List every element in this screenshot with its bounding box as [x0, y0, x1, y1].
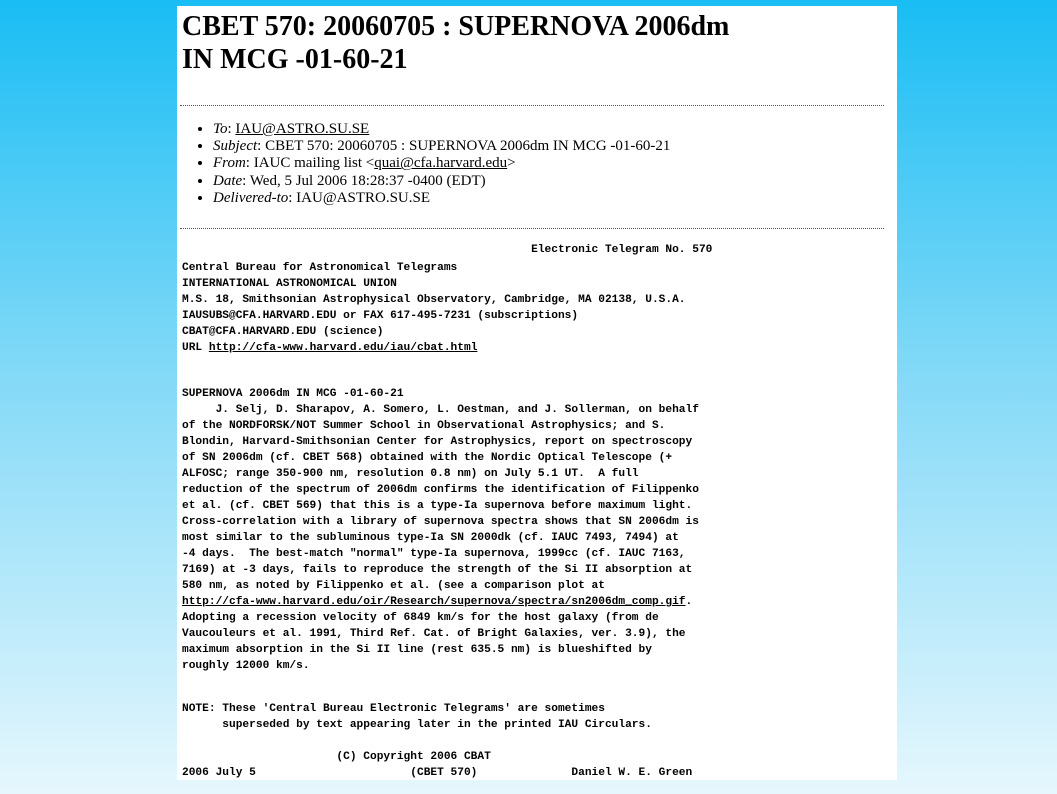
header-to: • To: IAU@ASTRO.SU.SE	[213, 121, 670, 138]
note-line: NOTE: These 'Central Bureau Electronic Telegrams' are sometimes	[182, 703, 605, 715]
document-page	[177, 6, 897, 780]
body-line: -4 days. The best-match "normal" type-Ia supernova, 1999cc (cf. IAUC 7163,	[182, 548, 686, 560]
to-label: To	[213, 121, 228, 137]
from-name: IAUC mailing list <	[253, 155, 375, 172]
bureau-line: Central Bureau for Astronomical Telegrams	[182, 262, 458, 274]
bureau-line: IAUSUBS@CFA.HARVARD.EDU or FAX 617-495-7231 (subscriptions)	[182, 310, 579, 322]
body-line: et al. (cf. CBET 569) that this is a type-Ia supernova before maximum light.	[182, 500, 693, 512]
title-line-2: IN MCG -01-60-21	[182, 44, 408, 75]
page-title	[182, 10, 892, 76]
body-line: SUPERNOVA 2006dm IN MCG -01-60-21	[182, 388, 404, 400]
top-divider	[180, 105, 884, 106]
body-line: maximum absorption in the Si II line (rest 635.5 nm) is blueshifted by	[182, 644, 652, 656]
plot-link-end: .	[685, 596, 693, 608]
subject-value: CBET 570: 20060705 : SUPERNOVA 2006dm IN MCG -01-60-21	[265, 138, 671, 155]
bureau-line: CBAT@CFA.HARVARD.EDU (science)	[182, 326, 384, 338]
from-end: >	[507, 155, 516, 172]
date-label: Date	[213, 172, 243, 189]
to-link[interactable]: IAU@ASTRO.SU.SE	[235, 121, 370, 137]
cbat-url-link[interactable]: http://cfa-www.harvard.edu/iau/cbat.html	[208, 342, 478, 354]
note-line: superseded by text appearing later in the printed IAU Circulars.	[182, 719, 652, 731]
comparison-plot-link[interactable]: http://cfa-www.harvard.edu/oir/Research/supernova/spectra/sn2006dm_comp.gif	[182, 596, 686, 608]
from-email-link[interactable]: quai@cfa.harvard.edu	[374, 155, 508, 172]
body-line: Adopting a recession velocity of 6849 km/s for the host galaxy (from de	[182, 612, 659, 624]
body-line: Cross-correlation with a library of supernova spectra shows that SN 2006dm is	[182, 516, 699, 528]
telegram-body	[182, 386, 699, 674]
telegram-note	[182, 701, 652, 733]
signature-line: 2006 July 5 (CBET 570) Daniel W. E. Green	[182, 767, 693, 779]
date-value: Wed, 5 Jul 2006 18:28:37 -0400 (EDT)	[249, 172, 486, 189]
body-line: ALFOSC; range 350-900 nm, resolution 0.8 nm) on July 5.1 UT. A full	[182, 468, 639, 480]
header-delivered-to: • Delivered-to: IAU@ASTRO.SU.SE	[213, 190, 670, 207]
body-line: Blondin, Harvard-Smithsonian Center for Astrophysics, report on spectroscopy	[182, 436, 693, 448]
delivered-label: Delivered-to	[213, 189, 289, 206]
body-line: 7169) at -3 days, fails to reproduce the strength of the Si II absorption at	[182, 564, 693, 576]
telegram-number: Electronic Telegram No. 570	[182, 244, 713, 256]
header-date: • Date: Wed, 5 Jul 2006 18:28:37 -0400 (EDT)	[213, 173, 670, 190]
body-line: roughly 12000 km/s.	[182, 660, 310, 672]
telegram-footer	[182, 749, 692, 780]
body-line: J. Selj, D. Sharapov, A. Somero, L. Oestman, and J. Sollerman, on behalf	[182, 404, 699, 416]
body-line: Vaucouleurs et al. 1991, Third Ref. Cat. of Bright Galaxies, ver. 3.9), the	[182, 628, 686, 640]
bottom-divider	[180, 228, 884, 229]
body-line: of the NORDFORSK/NOT Summer School in Observational Astrophysics; and S.	[182, 420, 666, 432]
body-line: reduction of the spectrum of 2006dm confirms the identification of Filippenko	[182, 484, 699, 496]
body-line: most similar to the subluminous type-Ia SN 2000dk (cf. IAUC 7493, 7494) at	[182, 532, 679, 544]
header-subject: • Subject: CBET 570: 20060705 : SUPERNOVA 2006dm IN MCG -01-60-21	[213, 138, 670, 155]
header-from: • From: IAUC mailing list <quai@cfa.harvard.edu>	[213, 155, 670, 172]
title-line-1: CBET 570: 20060705 : SUPERNOVA 2006dm	[182, 11, 730, 42]
telegram-bureau	[182, 260, 686, 356]
email-headers	[195, 121, 670, 207]
delivered-value: IAU@ASTRO.SU.SE	[296, 189, 430, 206]
body-line: of SN 2006dm (cf. CBET 568) obtained with the Nordic Optical Telescope (+	[182, 452, 673, 464]
body-line: 580 nm, as noted by Filippenko et al. (see a comparison plot at	[182, 580, 605, 592]
copyright-line: (C) Copyright 2006 CBAT	[182, 751, 491, 763]
from-label: From	[213, 155, 246, 172]
bureau-line: M.S. 18, Smithsonian Astrophysical Observatory, Cambridge, MA 02138, U.S.A.	[182, 294, 686, 306]
bureau-line: INTERNATIONAL ASTRONOMICAL UNION	[182, 278, 397, 290]
url-prefix: URL	[182, 342, 209, 354]
subject-label: Subject	[213, 138, 258, 155]
